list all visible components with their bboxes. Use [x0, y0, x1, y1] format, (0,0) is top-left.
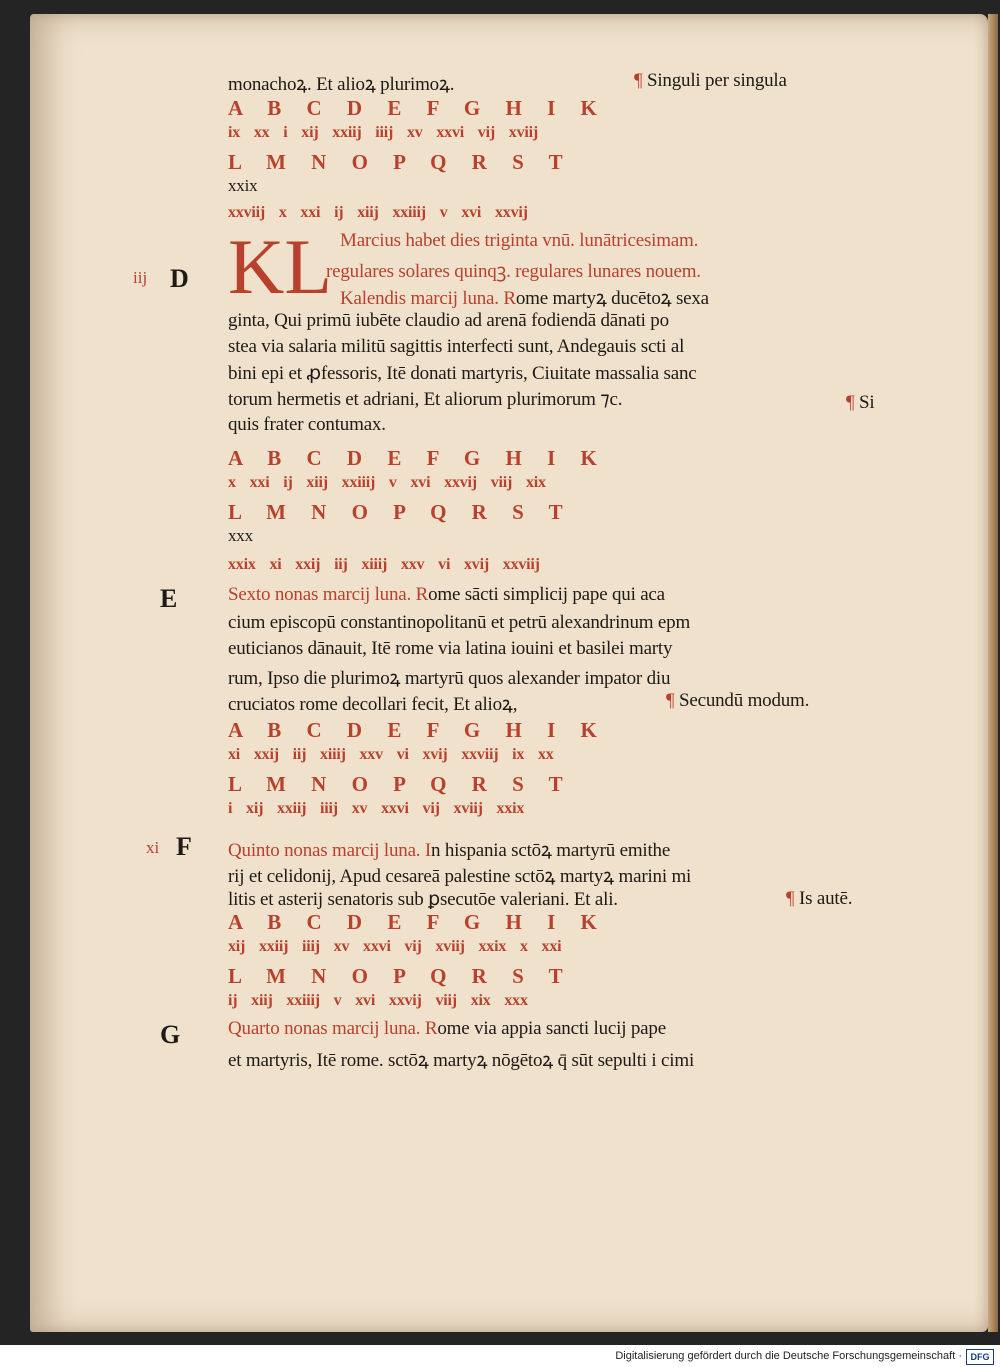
- table-letter-row: A B C D E F G H I K: [228, 718, 599, 742]
- text-line: stea via salaria militū sagittis interfecti sunt, Andegauis scti al: [228, 336, 685, 357]
- text-line: [228, 836, 670, 862]
- text-line: euticianos dānauit, Itē rome via latina iouini et basilei marty: [228, 638, 673, 659]
- feast-red: Quarto nonas marcij luna. R: [228, 1018, 438, 1039]
- heading-text: Is autē.: [798, 888, 853, 909]
- text-line: et martyris, Itē rome. sctōꝝ martyꝝ nōgētoꝝ q̄ sūt sepulti i cimi: [228, 1050, 695, 1071]
- table-number-row: xxviij x xxi ij xiij xxiiij v xvi xxvij: [228, 204, 528, 221]
- text-line: rum, Ipso die plurimoꝝ martyrū quos alexander impator diu: [228, 668, 671, 689]
- text-line: rij et celidonij, Apud cesareā palestine sctōꝝ martyꝝ marini mi: [228, 866, 692, 887]
- margin-dominical-letter: E: [160, 584, 178, 613]
- margin-dominical-letter: G: [160, 1020, 181, 1049]
- table-letter-row: L M N O P Q R S T: [228, 964, 565, 988]
- text-line: litis et asterij senatoris sub ꝑsecutōe valeriani. Et ali.: [228, 889, 618, 910]
- pilcrow-icon: ¶: [666, 690, 675, 711]
- section-heading: [846, 392, 874, 414]
- heading-text: Si: [858, 392, 875, 413]
- footer-bar: [0, 1345, 1000, 1367]
- text-line: monachoꝝ. Et alioꝝ plurimoꝝ.: [228, 74, 455, 95]
- table-number-row: ij xiij xxiiij v xvi xxvij viij xix xxx: [228, 992, 528, 1009]
- feast-red: Kalendis marcij luna. R: [340, 288, 516, 309]
- section-heading: [634, 70, 787, 92]
- feast-black: ome sācti simplicij pape qui aca: [428, 584, 665, 605]
- table-number-row: ix xx i xij xxiij iiij xv xxvi vij xviij: [228, 124, 538, 141]
- text-line: bini epi et ꝓfessoris, Itē donati martyris, Ciuitate massalia sanc: [228, 363, 697, 384]
- text-line: cruciatos rome decollari fecit, Et alioꝝ,: [228, 694, 518, 715]
- table-letter-row: A B C D E F G H I K: [228, 910, 599, 934]
- table-number-row: xxix xi xxij iij xiiij xxv vi xvij xxviij: [228, 556, 540, 573]
- margin-dominical-letter: F: [176, 832, 192, 861]
- text-line: [228, 1018, 666, 1040]
- pilcrow-icon: ¶: [786, 888, 795, 909]
- table-number-row: x xxi ij xiij xxiiij v xvi xxvij viij xix: [228, 474, 546, 491]
- pilcrow-icon: ¶: [634, 70, 643, 91]
- text-line: Marcius habet dies triginta vnū. lunātricesimam.: [340, 230, 699, 251]
- feast-red: Quinto nonas marcij luna. I: [228, 840, 432, 861]
- dfg-logo-icon: DFG: [966, 1349, 994, 1365]
- section-heading: [786, 888, 852, 910]
- table-letter-row: L M N O P Q R S T: [228, 500, 565, 524]
- feast-black: ome via appia sancti lucij pape: [437, 1018, 666, 1039]
- text-line: [228, 584, 665, 606]
- table-letter-row: A B C D E F G H I K: [228, 446, 599, 470]
- table-letter-row: L M N O P Q R S T: [228, 772, 565, 796]
- funding-credit: Digitalisierung gefördert durch die Deutsche Forschungsgemeinschaft ·: [615, 1350, 962, 1362]
- text-line: ginta, Qui primū iubēte claudio ad arenā fodiendā dānati po: [228, 310, 669, 331]
- feast-black: ome martyꝝ ducētoꝝ sexa: [515, 288, 709, 309]
- text-line: cium episcopū constantinopolitanū et petrū alexandrinum epm: [228, 612, 691, 633]
- table-number-row: xi xxij iij xiiij xxv vi xvij xxviij ix xx: [228, 746, 554, 763]
- feast-red: Sexto nonas marcij luna. R: [228, 584, 429, 605]
- text-line: regulares solares quinqꝫ. regulares lunares nouem.: [326, 261, 701, 282]
- page-edge: [988, 14, 998, 1332]
- section-heading: [666, 690, 809, 712]
- pilcrow-icon: ¶: [846, 392, 855, 413]
- table-letter-row: A B C D E F G H I K: [228, 96, 599, 120]
- text-line: torum hermetis et adriani, Et aliorum plurimorum ⁊c.: [228, 389, 623, 410]
- table-number-row: xxix: [228, 176, 258, 195]
- table-number-row: xij xxiij iiij xv xxvi vij xviij xxix x xxi: [228, 938, 562, 955]
- text-line: quis frater contumax.: [228, 414, 386, 435]
- table-letter-row: L M N O P Q R S T: [228, 150, 565, 174]
- margin-number: iij: [133, 268, 148, 287]
- table-number-row: xxx: [228, 526, 253, 545]
- margin-number: xi: [146, 838, 160, 857]
- table-number-row: i xij xxiij iiij xv xxvi vij xviij xxix: [228, 800, 525, 817]
- text-line: [340, 284, 709, 310]
- heading-text: Singuli per singula: [646, 70, 787, 91]
- margin-dominical-letter: D: [170, 264, 189, 293]
- feast-black: n hispania sctōꝝ martyrū emithe: [431, 840, 671, 861]
- kalendae-initial: KL: [228, 223, 332, 310]
- heading-text: Secundū modum.: [678, 690, 810, 711]
